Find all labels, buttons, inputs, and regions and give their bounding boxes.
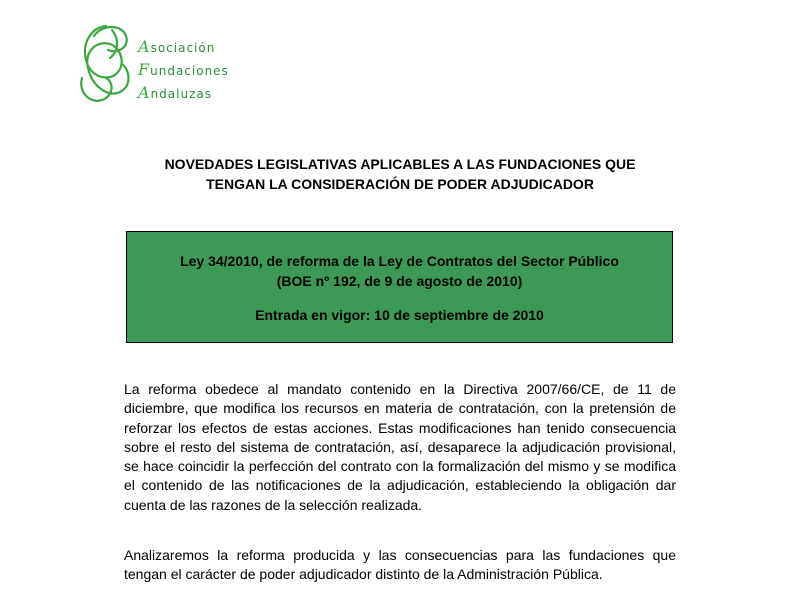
logo-ring-icon bbox=[72, 18, 140, 108]
law-summary-box bbox=[126, 231, 673, 343]
logo-line-1: Asociación bbox=[138, 37, 216, 56]
title-line-2: TENGAN LA CONSIDERACIÓN DE PODER ADJUDICADOR bbox=[206, 176, 594, 192]
logo-line-3: Andaluzas bbox=[138, 83, 212, 102]
law-title: Ley 34/2010, de reforma de la Ley de Contratos del Sector Público bbox=[180, 253, 619, 269]
law-effective-date: Entrada en vigor: 10 de septiembre de 2010 bbox=[255, 307, 544, 323]
logo bbox=[72, 18, 252, 114]
logo-line-2: Fundaciones bbox=[138, 60, 229, 79]
body-paragraph-1: La reforma obedece al mandato contenido en la Directiva 2007/66/CE, de 11 de diciembre, que modifica los recursos en materia de contratación, con la pretensión de reforzar los efectos de estas acciones. Estas modificaciones han tenido consecuencia sobre el resto del sistema de contratación, así, desaparece la adjudicación provisional, se hace coincidir la perfección del contrato con la formalización del mismo y se modifica el contenido de las notificaciones de la adjudicación, estableciendo la obligación dar cuenta de las razones de la selección realizada. bbox=[124, 381, 676, 513]
body-paragraph-2: Analizaremos la reforma producida y las consecuencias para las fundaciones que tengan el carácter de poder adjudicador distinto de la Administración Pública. bbox=[124, 547, 676, 583]
law-publication: (BOE nº 192, de 9 de agosto de 2010) bbox=[276, 273, 523, 289]
title-line-1: NOVEDADES LEGISLATIVAS APLICABLES A LAS FUNDACIONES QUE bbox=[164, 156, 636, 172]
document-title bbox=[0, 154, 800, 194]
logo-wordmark bbox=[138, 36, 229, 105]
